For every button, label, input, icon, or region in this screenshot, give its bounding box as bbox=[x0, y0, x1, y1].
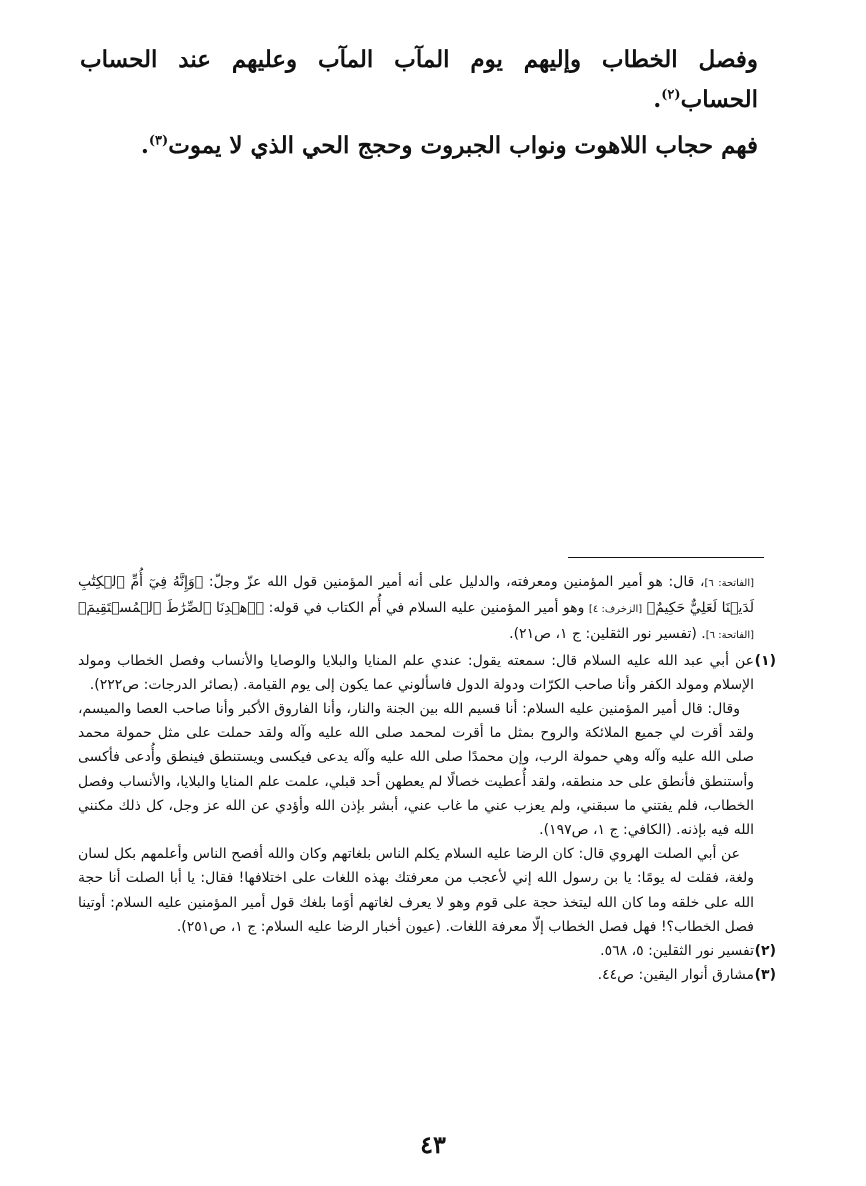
footnote-1 bbox=[78, 649, 776, 697]
footnote-1-paragraph-3: عن أبي الصلت الهروي قال: كان الرضا عليه السلام يكلم الناس بلغاتهم وكان والله أفصح الناس وأعلمهم بكل لسان ولغة، فقلت له يومًا: يا بن رسول الله إني لأعجب من معرفتك بهذه اللغات على اختلافها! فقال: يا أبا الصلت أنا حجة الله على خلقه وما كان الله ليتخذ حجة على قوم وهو لا يعرف لغاتهم أوَما بلغك قول أمير المؤمنين عليه السلام: أوتينا فصل الخطاب؟! فهل فصل الخطاب إلّا معرفة اللغات. (عيون أخبار الرضا عليه السلام: ج ١، ص٢٥١). bbox=[78, 846, 754, 935]
main-line-2-text: الحساب bbox=[680, 86, 758, 113]
main-line-1: وفصل الخطاب وإليهم يوم المآب المآب وعليهم عند الحساب bbox=[80, 46, 758, 73]
continuation-text-3: . (تفسير نور الثقلين: ج ١، ص٢١). bbox=[509, 626, 706, 643]
main-line-3-end: . bbox=[140, 132, 149, 159]
continuation-text-2: وهو أمير المؤمنين عليه السلام في أُم الكتاب في قوله: ﴿ٱهۡدِنَا ٱلصِّرَٰطَ ٱلۡمُسۡتَقِيمَ﴾ bbox=[78, 600, 589, 617]
quran-ref-1: [الفاتحة: ٦] bbox=[704, 578, 754, 589]
footnote-3-text: مشارق أنوار اليقين: ص٤٤. bbox=[597, 967, 754, 984]
footnote-2-text: تفسير نور الثقلين: ٥، ٥٦٨. bbox=[600, 943, 754, 960]
main-line-2 bbox=[80, 80, 758, 120]
quran-ref-3: [الفاتحة: ٦] bbox=[705, 630, 754, 642]
footnote-ref-3: (٣) bbox=[148, 133, 169, 149]
footnote-1-number: (١) bbox=[754, 652, 776, 669]
footnote-2-number: (٢) bbox=[754, 943, 776, 960]
main-line-3 bbox=[80, 126, 758, 166]
footnote-separator bbox=[568, 557, 764, 558]
continuation-text-1: ، قال: هو أمير المؤمنين ومعرفته، والدليل على أنه أمير المؤمنين قول الله عزّ وجلّ: ﴿وَإِنَّهُ فِيٓ أُمِّ ٱلۡكِتَٰبِ لَدَيۡنَا لَعَلِيٌّ حَكِيمٌ﴾ bbox=[78, 574, 755, 617]
footnote-2 bbox=[78, 939, 776, 963]
footnote-ref-2: (٢) bbox=[661, 87, 681, 103]
main-line-2-end: . bbox=[653, 86, 662, 113]
footnote-1-paragraph-2: وقال: قال أمير المؤمنين عليه السلام: أنا قسيم الله بين الجنة والنار، وأنا الفاروق الأكبر وأنا صاحب العصا والميسم، ولقد أقرت لي جميع الملائكة والروح بمثل ما أقرت لمحمد صلى الله عليه وآله ولقد حملت على مثل حمولة محمد صلى الله عليه وآله وهي حمولة الرب، وإن محمدًا صلى الله عليه وآله يدعى فيكسى ويستنطق فينطق وأُدعى فأكسى وأستنطق فأنطق على حد منطقه، ولقد أُعطيت خصالًا لم يعطهن أحد قبلي، علمت علم المنايا والبلايا، والأنساب وفصل الخطاب، فلم يفتني ما سبقني، ولم يعزب عني ما غاب عني، أبشر بإذن الله وأؤدي عن الله عز وجل، كل ذلك مكنني الله فيه بإذنه. (الكافي: ج ١، ص١٩٧). bbox=[78, 701, 754, 839]
footnote-continuation bbox=[78, 570, 776, 649]
main-text bbox=[80, 40, 758, 166]
footnote-1-text: عن أبي عبد الله عليه السلام قال: سمعته يقول: عندي علم المنايا والبلايا والوصايا والأنساب وفصل الخطاب ومولد الإسلام ومولد الكفر وأنا صاحب الكرّات ودولة الدول فاسألوني عما يكون إلى يوم القيامة. (بصائر الدرجات: ص٢٢٢). bbox=[78, 652, 754, 693]
footnote-3 bbox=[78, 963, 776, 987]
main-line-3-text: فهم حجاب اللاهوت ونواب الجبروت وحجج الحي الذي لا يموت bbox=[168, 132, 758, 159]
page-number: ٤٣ bbox=[420, 1130, 446, 1159]
footnote-3-number: (٣) bbox=[754, 967, 776, 984]
quran-ref-2: [الزخرف: ٤] bbox=[588, 604, 643, 616]
footnotes bbox=[78, 570, 776, 987]
